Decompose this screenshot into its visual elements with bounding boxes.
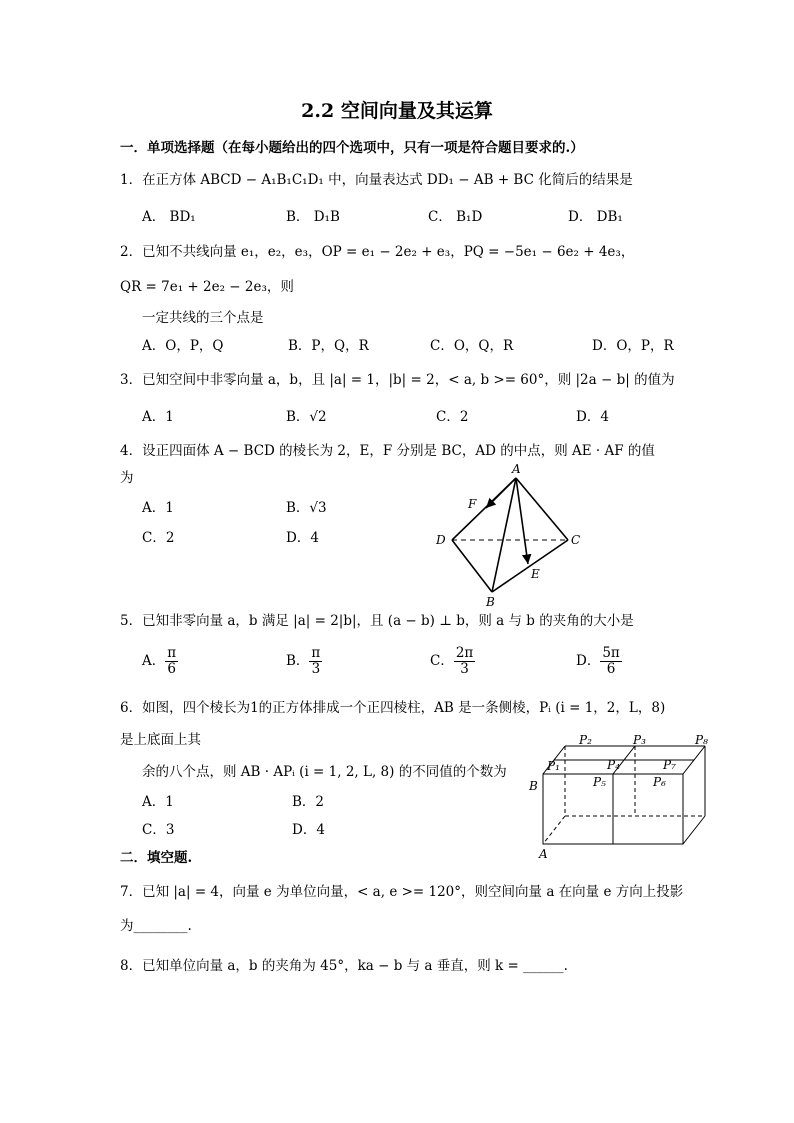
label-c: C	[571, 533, 581, 547]
q1-option-b: B． D₁B	[286, 209, 340, 225]
q6-option-a: A．1	[142, 794, 174, 810]
question-7-stem-line2: 为________.	[120, 918, 192, 934]
q6-option-c: C．3	[142, 822, 175, 838]
q5-option-a: A． $\frac{\pi}{6}$	[142, 645, 177, 677]
question-7-stem: 7．已知 |a| = 4，向量 e 为单位向量，< a, e >= 120°，则空间向量 a 在向量 e 方向上投影	[120, 884, 684, 900]
question-5-stem: 5．已知非零向量 a，b 满足 |a| = 2|b|，且 (a − b) ⊥ b，则 a 与 b 的夹角的大小是	[120, 613, 634, 629]
question-2-stem-line3: 一定共线的三个点是	[142, 310, 264, 326]
question-2-stem-line2: QR = 7e₁ + 2e₂ − 2e₃，则	[120, 279, 294, 295]
q1-option-d: D． DB₁	[568, 209, 623, 225]
q3-option-c: C．2	[436, 409, 469, 425]
page-title: 2.2 空间向量及其运算	[301, 100, 493, 122]
label-b: B	[529, 779, 538, 793]
question-4-stem-line2: 为	[120, 470, 134, 486]
question-6-stem-line3: 余的八个点，则 AB · APᵢ (i = 1, 2, L, 8) 的不同值的个数为	[142, 764, 507, 780]
section-heading-single-choice: 一．单项选择题（在每小题给出的四个选项中，只有一项是符合题目要求的.）	[120, 140, 584, 156]
q2-option-d: D．O，P，R	[592, 338, 674, 354]
q1-option-c: C． B₁D	[428, 209, 483, 225]
question-3-stem: 3．已知空间中非零向量 a，b，且 |a| = 1，|b| = 2，< a, b >= 60°，则 |2a − b| 的值为	[120, 372, 675, 388]
edge-db	[452, 540, 492, 592]
edge-bottom-right	[683, 816, 705, 844]
label-p5: P₅	[593, 775, 606, 789]
q4-option-c: C．2	[142, 530, 175, 546]
label-p1: P₁	[547, 759, 560, 773]
label-a: A	[512, 462, 521, 476]
section-heading-fill-in: 二．填空题.	[120, 850, 193, 866]
label-p7: P₇	[663, 758, 676, 772]
q2-option-b: B．P，Q，R	[288, 338, 369, 354]
q3-option-a: A．1	[142, 409, 174, 425]
label-p3: P₃	[633, 733, 646, 747]
edge-ab	[492, 478, 516, 592]
q2-option-c: C．O，Q，R	[430, 338, 514, 354]
prism-figure	[525, 732, 725, 862]
q1-option-a: A． BD₁	[142, 209, 196, 225]
label-p8: P₈	[695, 733, 708, 747]
label-p4: P₄	[607, 758, 620, 772]
q6-option-d: D．4	[292, 822, 325, 838]
q5-option-d: D． $\frac{5\pi}{6}$	[576, 645, 620, 677]
vector-af	[486, 478, 516, 508]
hidden-bottom-left	[543, 816, 565, 844]
label-p6: P₆	[653, 775, 666, 789]
q4-option-b: B．√3	[286, 500, 327, 516]
label-d: D	[436, 533, 446, 547]
q4-option-d: D．4	[286, 530, 319, 546]
question-8-stem: 8．已知单位向量 a，b 的夹角为 45°，ka − b 与 a 垂直，则 k = ______.	[120, 958, 568, 974]
question-4-stem: 4．设正四面体 A − BCD 的棱长为 2，E，F 分别是 BC，AD 的中点，则 AE · AF 的值	[120, 443, 655, 459]
q5-option-c: C． $\frac{2\pi}{3}$	[430, 645, 474, 677]
tetrahedron-figure	[430, 460, 600, 610]
question-1-stem: 1．在正方体 ABCD − A₁B₁C₁D₁ 中，向量表达式 DD₁ − AB + BC 化简后的结果是	[120, 172, 633, 188]
label-b: B	[486, 595, 495, 609]
q3-option-b: B．√2	[286, 409, 327, 425]
question-6-stem-line2: 是上底面上其	[120, 732, 201, 748]
label-a: A	[539, 847, 548, 861]
q4-option-a: A．1	[142, 500, 174, 516]
q6-option-b: B．2	[292, 794, 325, 810]
question-6-stem: 6．如图，四个棱长为1的正方体排成一个正四棱柱，AB 是一条侧棱，Pᵢ (i = 1，2，L，8)	[120, 700, 666, 716]
question-2-stem: 2．已知不共线向量 e₁，e₂，e₃，OP = e₁ − 2e₂ + e₃，PQ = −5e₁ − 6e₂ + 4e₃，	[120, 244, 635, 260]
label-e: E	[531, 567, 540, 581]
label-p2: P₂	[579, 733, 592, 747]
q2-option-a: A．O，P，Q	[142, 338, 224, 354]
q3-option-d: D．4	[576, 409, 609, 425]
edge-cb	[492, 540, 568, 592]
label-f: F	[468, 497, 477, 511]
q5-option-b: B． $\frac{\pi}{3}$	[286, 645, 321, 677]
